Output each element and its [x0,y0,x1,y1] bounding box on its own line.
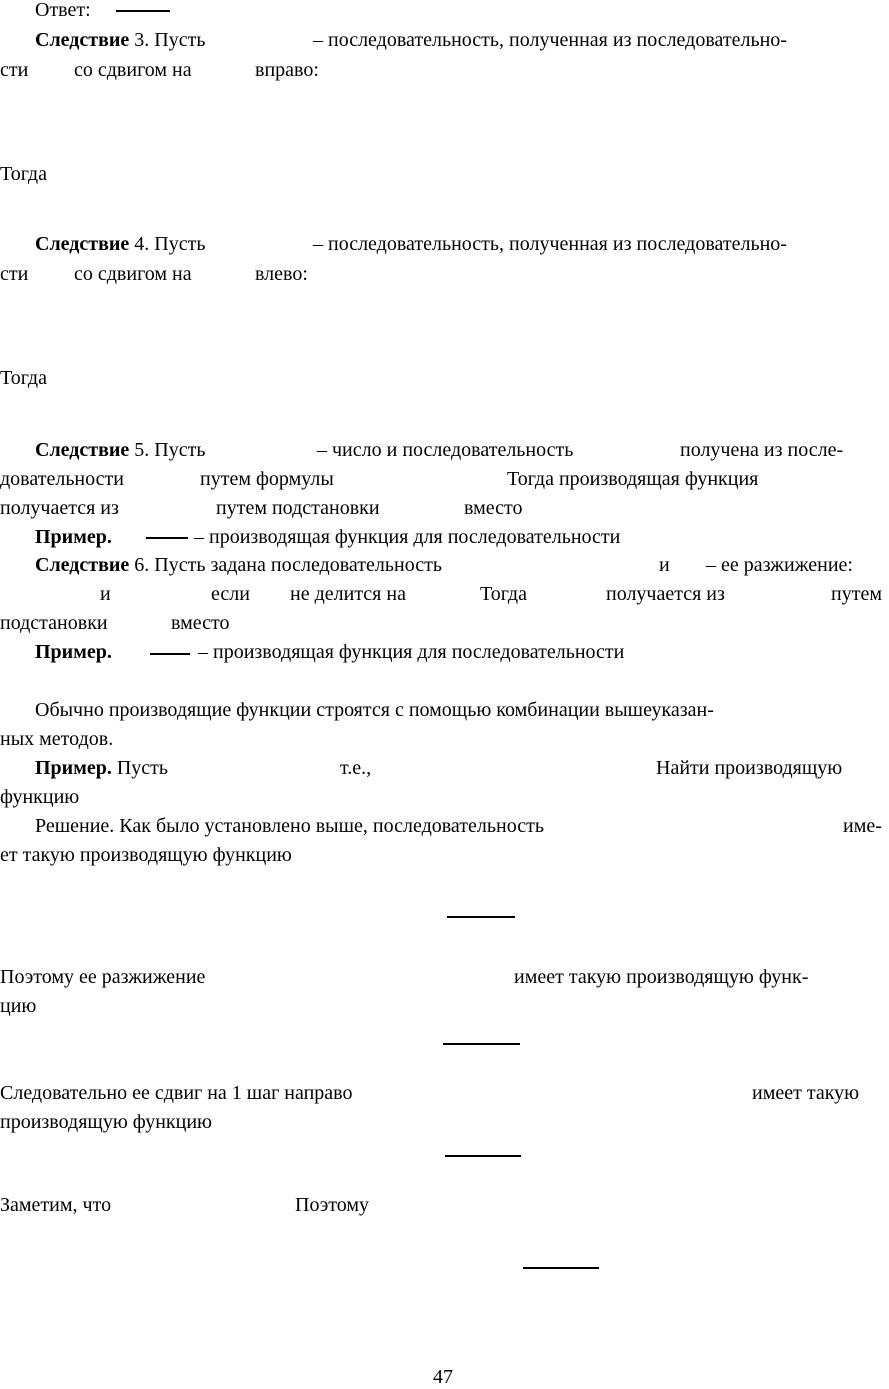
fraction-bar [146,537,188,539]
corollary-5-line-2a: довательности [0,468,124,490]
corollary-4-line-2b: со сдвигом на [74,263,192,285]
example-2-heading: Пример. [35,641,112,663]
example-3-line-1b: т.е., [340,757,372,779]
corollary-4-line-1-rest: – последовательность, полученная из последовательно- [313,233,787,255]
corollary-3-line-1: Следствие 3. Пусть [35,29,206,51]
consequently-line-2: производящую функцию [0,1111,212,1133]
example-3-line-2: функцию [0,786,80,808]
corollary-3-heading: Следствие [35,29,130,51]
fraction-bar [116,10,170,12]
example-1-text: – производящая функция для последовательности [194,526,621,548]
fraction-bar [150,653,190,655]
corollary-3-line-2c: вправо: [255,59,319,81]
corollary-5-line-3a: получается из [0,497,119,519]
therefore-line-2: цию [0,995,37,1017]
corollary-6-line-1a: Следствие 6. Пусть задана последовательность [35,554,442,576]
consequently-line-1a: Следовательно ее сдвиг на 1 шаг направо [0,1082,353,1104]
corollary-5-heading: Следствие [35,439,130,461]
corollary-6-line-2a: и [100,583,111,605]
corollary-3-then: Тогда [0,163,47,185]
solution-line-1b: име- [843,815,882,837]
corollary-4-line-2c: влево: [255,263,308,285]
example-1-heading: Пример. [35,526,112,548]
paragraph-usual-line-1: Обычно производящие функции строятся с помощью комбинации вышеуказан- [35,699,714,721]
example-3-line-1c: Найти производящую [656,757,843,779]
corollary-6-line-2f: путем [831,583,882,605]
corollary-5-line-1b: – число и последовательность [317,439,574,461]
corollary-5-line-2b: путем формулы [200,468,334,490]
corollary-6-line-2e: получается из [606,583,725,605]
corollary-5-line-2c: Тогда производящая функция [507,468,759,490]
consequently-line-1b: имеет такую [752,1082,860,1104]
solution-line-2: ет такую производящую функцию [0,844,292,866]
page-number: 47 [433,1366,453,1388]
corollary-6-line-2c: не делится на [290,583,406,605]
example-3-line-1a: Пример. Пусть [35,757,169,779]
fraction-bar [445,1155,521,1157]
answer-label: Ответ: [35,0,91,21]
corollary-3-line-1-rest: – последовательность, полученная из последовательно- [313,29,787,51]
corollary-6-line-2d: Тогда [480,583,527,605]
therefore-line-1b: имеет такую производящую функ- [514,966,809,988]
corollary-4-line-2a: сти [0,263,29,285]
therefore-line-1a: Поэтому ее разжижение [0,966,206,988]
corollary-4-line-1: Следствие 4. Пусть [35,233,206,255]
corollary-5-line-3c: вместо [464,497,523,519]
corollary-3-line-2a: сти [0,59,29,81]
corollary-6-line-3b: вместо [171,612,230,634]
corollary-6-heading: Следствие [35,554,130,576]
fraction-bar [443,1043,520,1045]
note-b: Поэтому [295,1194,370,1216]
corollary-6-line-3a: подстановки [0,612,108,634]
corollary-6-line-1c: – ее разжижение: [706,554,853,576]
corollary-5-line-1a: Следствие 5. Пусть [35,439,206,461]
corollary-6-line-1b: и [659,554,670,576]
paragraph-usual-line-2: ных методов. [0,728,114,750]
fraction-bar [447,916,515,918]
corollary-3-line-2b: со сдвигом на [74,59,192,81]
fraction-bar [523,1267,599,1269]
solution-line-1a: Решение. Как было установлено выше, последовательность [35,815,544,837]
example-2-text: – производящая функция для последовательности [198,641,625,663]
example-3-heading: Пример. [35,757,112,779]
corollary-5-line-1c: получена из после- [680,439,844,461]
corollary-5-line-3b: путем подстановки [216,497,380,519]
corollary-6-line-2b: если [211,583,250,605]
note-a: Заметим, что [0,1194,112,1216]
corollary-4-then: Тогда [0,367,47,389]
corollary-4-heading: Следствие [35,233,130,255]
